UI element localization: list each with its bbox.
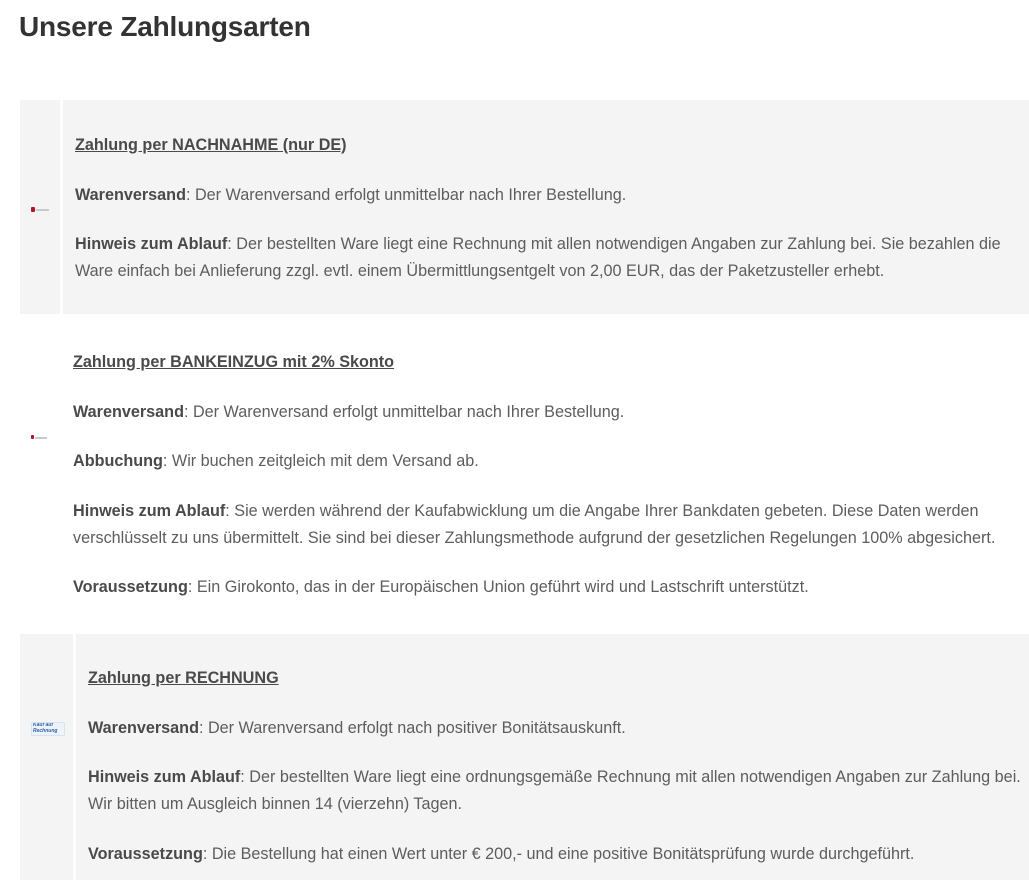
page-title: Unsere Zahlungsarten: [19, 11, 311, 42]
detail-paragraph: [73, 399, 1029, 426]
detail-text: : Der Warenversand erfolgt unmittelbar nach Ihrer Bestellung.: [183, 403, 625, 421]
nachnahme-heading-link[interactable]: Zahlung per NACHNAHME (nur DE): [75, 136, 347, 154]
detail-text: : Die Bestellung hat einen Wert unter € 200,- und eine positive Bonitätsprüfung wurde durchgeführt.: [202, 845, 915, 863]
detail-text: : Der bestellten Ware liegt eine Rechnung mit allen notwendigen Angaben zur Zahlung bei. Sie bezahlen die Ware einfach bei Anlieferung zzgl. evtl. einem Übermittlungsentgelt von 2,00 EUR, das der Paketzusteller erhebt.: [75, 235, 1001, 280]
detail-label: Warenversand: [73, 403, 184, 421]
detail-label: Hinweis zum Ablauf: [73, 502, 226, 520]
payment-icon-cell: [20, 314, 60, 634]
detail-paragraph: [75, 231, 1021, 285]
detail-paragraph: [73, 498, 1021, 552]
rechnung-heading-link[interactable]: Zahlung per RECHNUNG: [88, 669, 279, 687]
detail-label: Voraussetzung: [73, 578, 188, 596]
detail-text: : Der Warenversand erfolgt unmittelbar nach Ihrer Bestellung.: [185, 186, 627, 204]
bankeinzug-logo-icon: [31, 435, 49, 441]
bankeinzug-heading-link[interactable]: Zahlung per BANKEINZUG mit 2% Skonto: [73, 353, 395, 371]
payment-method-nachnahme: [20, 100, 1029, 314]
detail-paragraph: [88, 841, 1029, 868]
detail-text: : Wir buchen zeitgleich mit dem Versand ab.: [162, 452, 479, 470]
detail-text: : Sie werden während der Kaufabwicklung um die Angabe Ihrer Bankdaten gebeten. Diese Daten werden verschlüsselt zu uns übermittelt. Sie sind bei dieser Zahlungsmethode aufgrund der gesetzlichen Regelungen 100% abgesichert.: [73, 502, 996, 547]
rechnung-logo-icon: Kauf auf Rechnung: [31, 722, 65, 736]
payment-icon-cell: [20, 634, 73, 880]
detail-text: : Ein Girokonto, das in der Europäischen Union geführt wird und Lastschrift unterstützt.: [187, 578, 809, 596]
detail-label: Hinweis zum Ablauf: [88, 768, 241, 786]
detail-paragraph: [88, 764, 1021, 818]
detail-label: Abbuchung: [73, 452, 163, 470]
detail-paragraph: [73, 574, 1029, 601]
detail-paragraph: [88, 715, 1029, 742]
detail-text: : Der bestellten Ware liegt eine ordnungsgemäße Rechnung mit allen notwendigen Angaben zur Zahlung bei. Wir bitten um Ausgleich binnen 14 (vierzehn) Tagen.: [88, 768, 1021, 813]
detail-label: Voraussetzung: [88, 845, 203, 863]
payment-method-bankeinzug: [20, 314, 1029, 634]
nachnahme-logo-icon: [31, 207, 49, 213]
payment-method-rechnung: [20, 634, 1029, 880]
payment-icon-cell: [20, 100, 60, 314]
detail-label: Warenversand: [75, 186, 186, 204]
detail-text: : Der Warenversand erfolgt nach positiver Bonitätsauskunft.: [198, 719, 626, 737]
detail-paragraph: [75, 182, 1029, 209]
detail-label: Warenversand: [88, 719, 199, 737]
detail-paragraph: [73, 448, 1029, 475]
detail-label: Hinweis zum Ablauf: [75, 235, 228, 253]
